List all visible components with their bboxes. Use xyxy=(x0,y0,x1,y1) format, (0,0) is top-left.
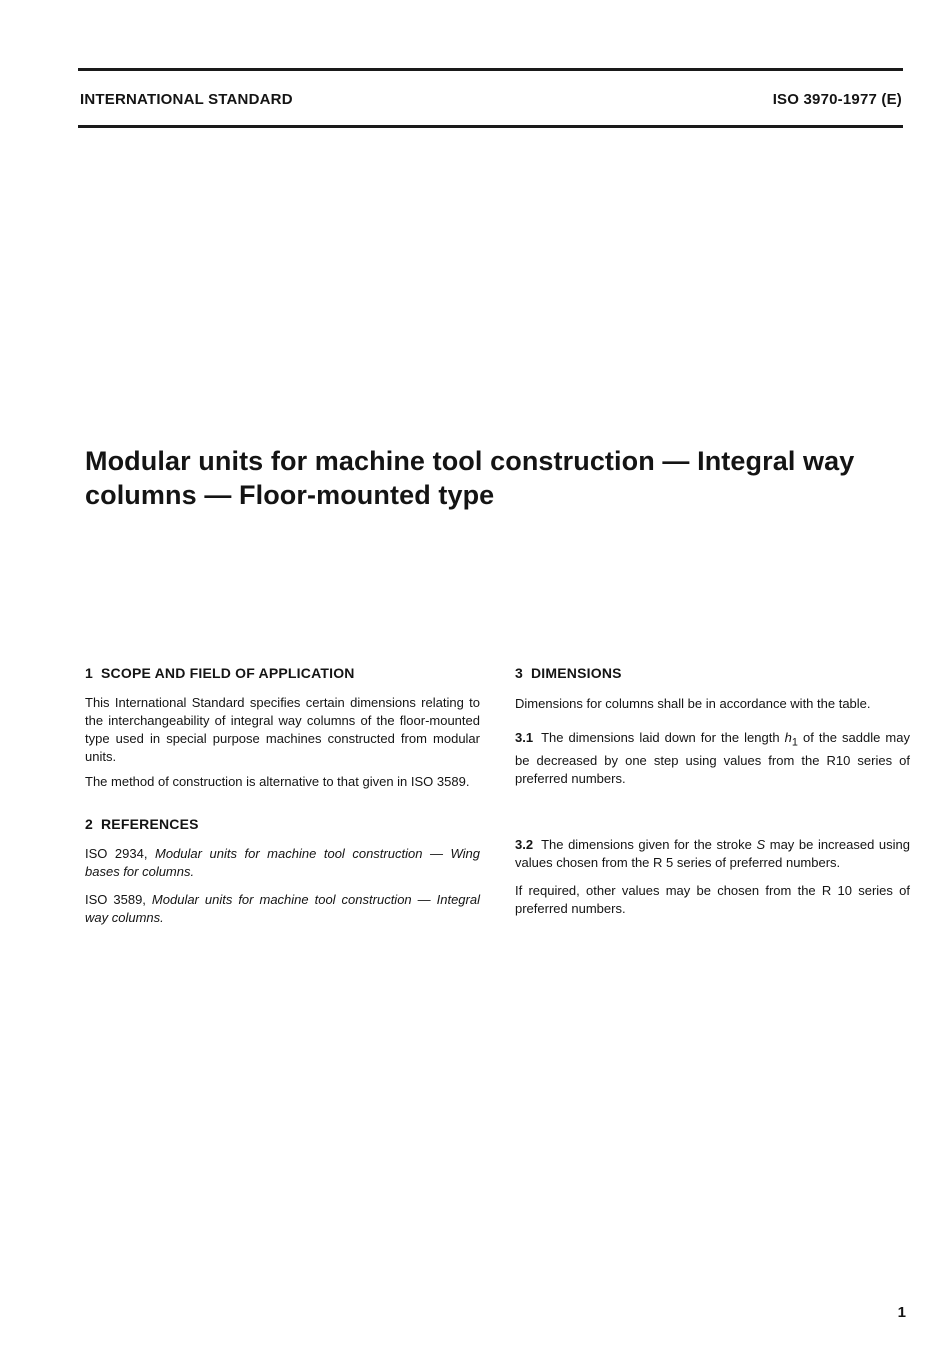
page-number: 1 xyxy=(897,1304,906,1321)
document-type-label: INTERNATIONAL STANDARD xyxy=(80,91,293,108)
length-symbol-subscript: 1 xyxy=(791,736,798,749)
right-column xyxy=(515,664,910,918)
reference-2-title: Modular units for machine tool construction — Integral way columns. xyxy=(85,892,480,925)
section-3-number: 3 xyxy=(515,665,523,681)
subsection-3-2 xyxy=(515,836,910,872)
stroke-symbol: S xyxy=(756,836,766,852)
section-1-paragraph-2: The method of construction is alternative to that given in ISO 3589. xyxy=(85,774,470,789)
reference-1-title: Modular units for machine tool construction — Wing bases for columns. xyxy=(85,846,480,879)
section-1-number: 1 xyxy=(85,665,93,681)
title-line-1: Modular units for machine tool construction — Integral way xyxy=(85,446,855,476)
subsection-3-1-text-a: The dimensions laid down for the length xyxy=(541,730,780,745)
section-2-number: 2 xyxy=(85,816,93,832)
subsection-3-1-number: 3.1 xyxy=(515,730,534,745)
header-top-rule xyxy=(78,68,903,71)
section-2-title: REFERENCES xyxy=(101,816,199,832)
page-title xyxy=(85,444,915,512)
section-3-title: DIMENSIONS xyxy=(531,665,622,681)
reference-2-id: ISO 3589, xyxy=(85,892,146,907)
subsection-3-2-text-a: The dimensions given for the stroke xyxy=(541,836,752,852)
length-symbol: h xyxy=(784,730,792,745)
reference-item-1 xyxy=(85,845,480,881)
section-1-heading xyxy=(85,664,480,682)
section-2-heading xyxy=(85,815,480,833)
section-1-title: SCOPE AND FIELD OF APPLICATION xyxy=(101,665,355,681)
reference-item-2 xyxy=(85,891,480,927)
section-3-heading xyxy=(515,664,910,682)
reference-1-id: ISO 2934, xyxy=(85,846,148,861)
subsection-3-1 xyxy=(515,729,910,788)
subsection-3-1-text-b: of the saddle may be decreased by one step using values from the R10 series of preferred numbers. xyxy=(515,730,910,786)
left-column xyxy=(85,664,480,927)
title-line-2: columns — Floor-mounted type xyxy=(85,480,495,510)
header-bottom-rule xyxy=(78,125,903,128)
standard-number-label: ISO 3970-1977 (E) xyxy=(772,91,902,108)
section-1-paragraph-1: This International Standard specifies certain dimensions relating to the interchangeability of integral way columns of the floor-mounted type used in special purpose machines constructed from modular units. xyxy=(85,695,480,764)
subsection-3-2-number: 3.2 xyxy=(515,836,534,852)
subsection-3-2-text-b: may be increased using values chosen from the R 5 series of preferred numbers. xyxy=(515,836,910,870)
section-3-paragraph-1: Dimensions for columns shall be in accordance with the table. xyxy=(515,696,871,711)
subsection-3-2-paragraph-2: If required, other values may be chosen from the R 10 series of preferred numbers. xyxy=(515,882,910,916)
